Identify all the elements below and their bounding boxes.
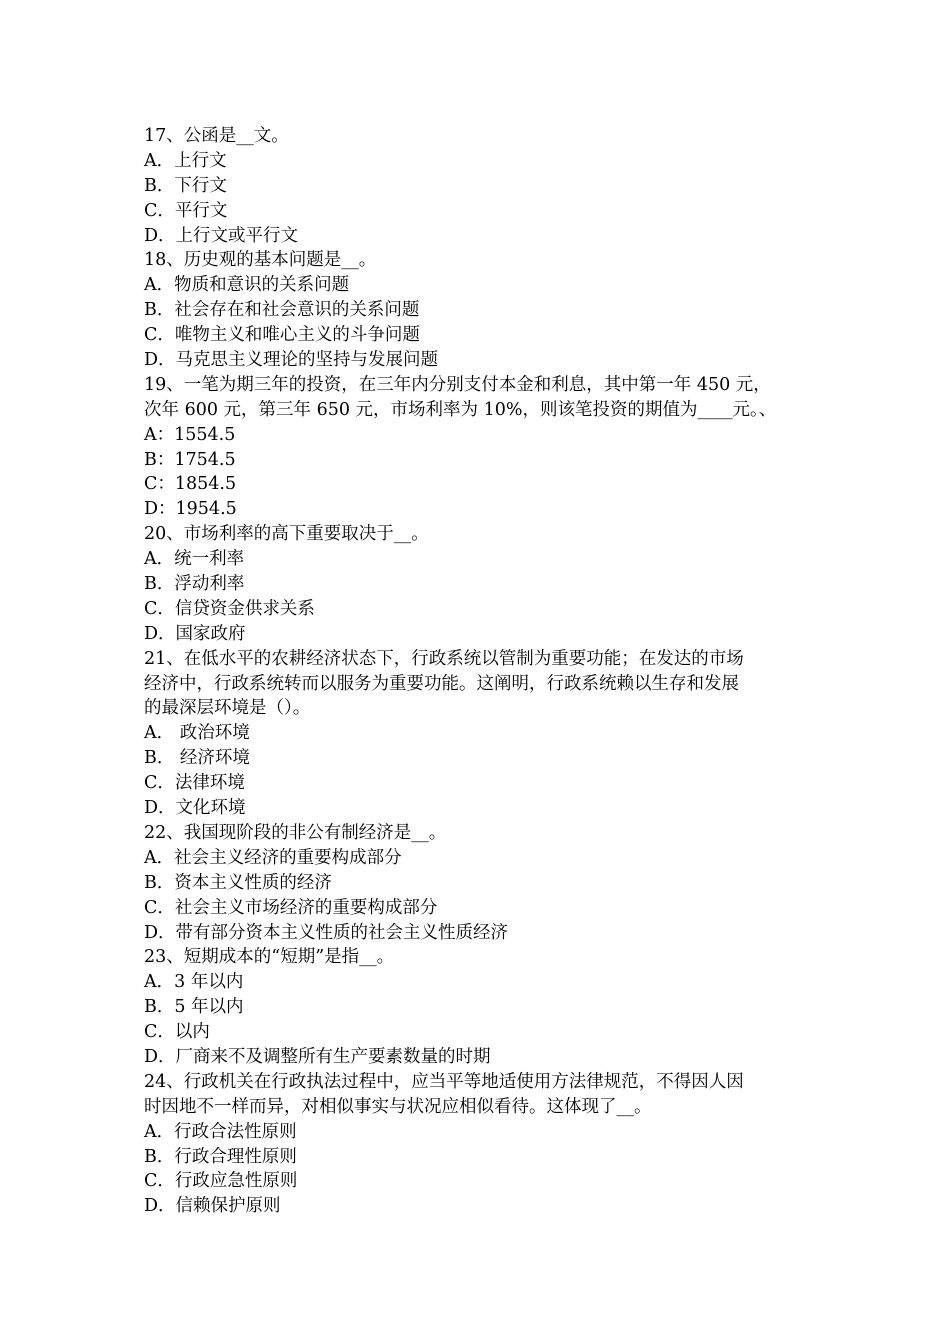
- question-22: [144, 821, 824, 945]
- option-c: C．信贷资金供求关系: [144, 598, 315, 619]
- question-stem-line-2: 经济中，行政系统转而以服务为重要功能。这阐明，行政系统赖以生存和发展: [144, 673, 739, 694]
- option-a: A． 政治环境: [144, 723, 250, 744]
- option-b: B．浮动利率: [144, 574, 245, 595]
- option-b: B． 经济环境: [144, 748, 250, 769]
- option-a: A．社会主义经济的重要构成部分: [144, 847, 402, 868]
- question-stem-line-2: 次年 600 元，第三年 650 元，市场利率为 10%，则该笔投资的期值为____元。、: [144, 399, 777, 420]
- option-c: C．平行文: [144, 200, 228, 221]
- question-19: [144, 373, 824, 522]
- option-d: D．马克思主义理论的坚持与发展问题: [144, 350, 439, 371]
- option-b: B．5 年以内: [144, 997, 244, 1018]
- question-stem-line-1: 24、行政机关在行政执法过程中，应当平等地适使用方法律规范，不得因人因: [144, 1071, 744, 1092]
- question-stem-line-2: 时因地不一样而异，对相似事实与状况应相似看待。这体现了__。: [144, 1096, 652, 1117]
- option-d: D．上行文或平行文: [144, 225, 299, 246]
- question-stem-line-1: 21、在低水平的农耕经济状态下，行政系统以管制为重要功能；在发达的市场: [144, 648, 744, 669]
- option-d: D：1954.5: [144, 499, 237, 520]
- option-c: C．以内: [144, 1022, 210, 1043]
- option-b: B．社会存在和社会意识的关系问题: [144, 300, 420, 321]
- option-b: B．资本主义性质的经济: [144, 872, 332, 893]
- option-a: A．上行文: [144, 150, 227, 171]
- question-list: [144, 124, 824, 1219]
- question-23: [144, 945, 824, 1069]
- question-24: [144, 1070, 824, 1219]
- question-stem-line-1: 19、一笔为期三年的投资，在三年内分别支付本金和利息，其中第一年 450 元，: [144, 374, 771, 395]
- question-stem: 20、市场利率的高下重要取决于__。: [144, 524, 429, 545]
- question-20: [144, 522, 824, 646]
- option-b: B：1754.5: [144, 449, 236, 470]
- option-b: B．行政合理性原则: [144, 1146, 297, 1167]
- option-d: D．带有部分资本主义性质的社会主义性质经济: [144, 922, 509, 943]
- question-stem: 23、短期成本的“短期”是指__。: [144, 947, 395, 968]
- option-a: A．物质和意识的关系问题: [144, 275, 350, 296]
- question-stem: 18、历史观的基本问题是__。: [144, 250, 377, 271]
- option-d: D．文化环境: [144, 798, 246, 819]
- option-d: D．厂商来不及调整所有生产要素数量的时期: [144, 1046, 491, 1067]
- question-stem: 22、我国现阶段的非公有制经济是__。: [144, 822, 447, 843]
- option-a: A．统一利率: [144, 549, 245, 570]
- question-stem: 17、公函是__文。: [144, 126, 289, 146]
- option-a: A：1554.5: [144, 424, 236, 445]
- question-18: [144, 248, 824, 372]
- question-17: [144, 124, 824, 248]
- option-a: A．行政合法性原则: [144, 1121, 297, 1142]
- option-b: B．下行文: [144, 175, 227, 196]
- option-c: C：1854.5: [144, 474, 237, 495]
- option-c: C．社会主义市场经济的重要构成部分: [144, 897, 438, 918]
- option-a: A．3 年以内: [144, 972, 244, 993]
- option-d: D．信赖保护原则: [144, 1196, 281, 1217]
- question-stem-line-3: 的最深层环境是（）。: [144, 698, 311, 719]
- question-21: [144, 647, 824, 821]
- option-d: D．国家政府: [144, 623, 246, 644]
- option-c: C．法律环境: [144, 773, 245, 794]
- option-c: C．唯物主义和唯心主义的斗争问题: [144, 325, 420, 346]
- option-c: C．行政应急性原则: [144, 1171, 298, 1192]
